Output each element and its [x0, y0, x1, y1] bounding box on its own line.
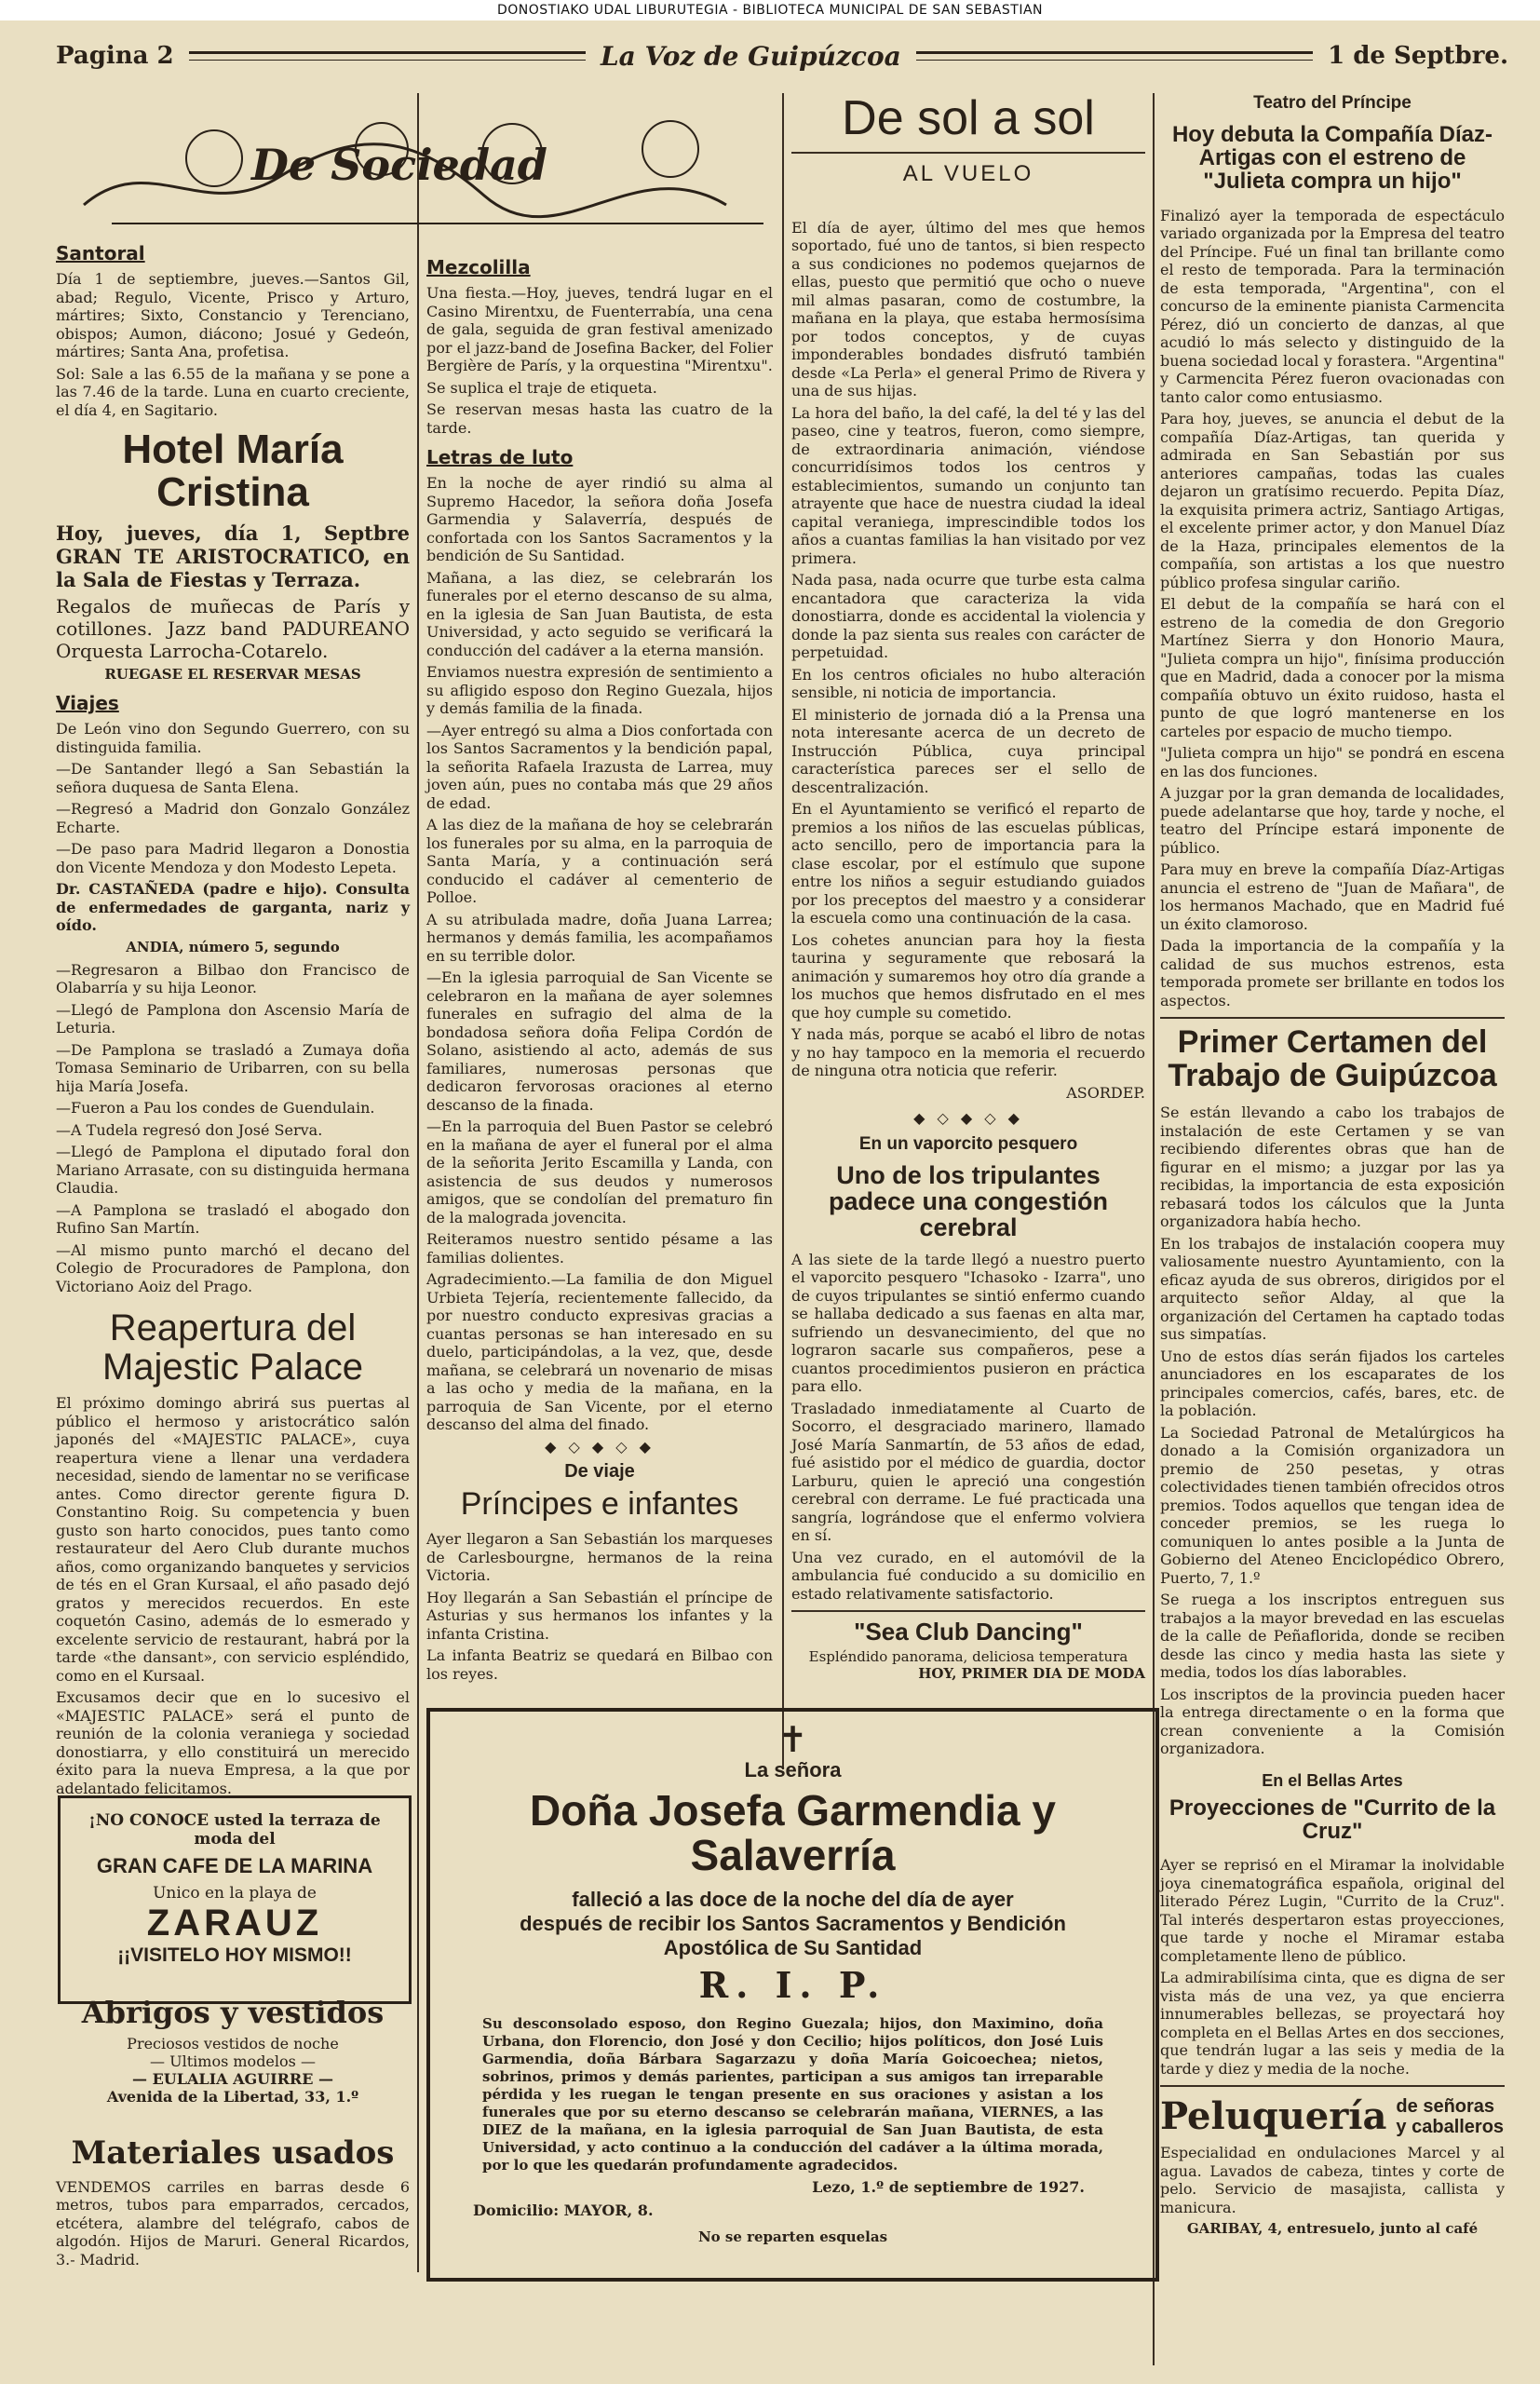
- column-rule-2: [782, 93, 784, 1769]
- esquela-line-3: Apostólica de Su Santidad: [663, 1935, 923, 1959]
- cafe-marina-ad: [58, 1795, 412, 2004]
- teatro-heading: Teatro del Príncipe: [1253, 93, 1412, 113]
- esquela-line-1: falleció a las doce de la noche del día de ayer: [572, 1887, 1014, 1911]
- certamen-paragraph: Se están llevando a cabo los trabajos de instalación de este Certamen y se van recibiendo diferentes obras que han de figurar en el mismo; a juzgar por las ya recibidas, la importancia de esta exposición rebasará todos los cálculos que la Junta organizadora había hecho.: [1160, 1104, 1505, 1231]
- luto-paragraph: Reiteramos nuestro sentido pésame a las familias dolientes.: [426, 1230, 773, 1266]
- esquela-note: No se reparten esquelas: [697, 2228, 888, 2245]
- desol-rule: [791, 152, 1145, 154]
- teatro-paragraph: Finalizó ayer la temporada de espectáculo variado organizada por la Empresa del teatro del Príncipe. Fué un final tan brillante como el resto de temporada. Para la terminación de esta temporada, "Argentina", con el concurso de la eminente pianista Carmencita Pérez, dió un concierto de danzas, al que acudió lo más selecto y distinguido de la buena sociedad local y forastera. "Argentina" y Carmencita Pérez fueron ovacionadas con tanto calor como entusiasmo.: [1160, 206, 1505, 406]
- desol-paragraph: Y nada más, porque se acabó el libro de notas y no hay tampoco en la memoria el recuerdo de ninguna otra noticia que referir.: [791, 1025, 1145, 1080]
- cafe-line-4: ZARAUZ: [146, 1903, 323, 1944]
- santoral-heading: Santoral: [56, 242, 145, 264]
- abrigos-line-2: — Ultimos modelos —: [150, 2052, 316, 2070]
- esquela-senora: La señora: [744, 1758, 842, 1781]
- viajes-heading: Viajes: [56, 692, 119, 715]
- cafe-line-2: GRAN CAFE DE LA MARINA: [96, 1854, 373, 1877]
- desol-paragraph: En los centros oficiales no hubo alteración sensible, ni noticia de importancia.: [791, 665, 1145, 702]
- esquela-domicilio: Domicilio: MAYOR, 8.: [473, 2201, 654, 2219]
- desol-paragraph: En el Ayuntamiento se verificó el reparto de premios a los niños de las escuelas públicas, acto sencillo, pero de importancia para la clase escolar, por el estímulo que supone entre los niños a seguir estudiando guiados por los preceptos del maestro y a considerar la escuela como una continuación de la casa.: [791, 800, 1145, 928]
- principes-text: Hoy llegarán a San Sebastián el príncipe de Asturias y sus hermanos los infantes y la infanta Cristina.: [426, 1588, 773, 1643]
- masthead-rule-left: [189, 51, 586, 61]
- materiales-title: Materiales usados: [71, 2134, 395, 2172]
- certamen-paragraph: Los inscriptos de la provincia pueden hacer la entrega directamente o en la forma que crean conveniente a la Comisión organizadora.: [1160, 1685, 1505, 1758]
- materiales-ad: [56, 2134, 410, 2272]
- peluqueria-header: [1160, 2094, 1505, 2138]
- column-rule-left-lower: [417, 1769, 419, 2272]
- luto-paragraph: A su atribulada madre, doña Juana Larrea; hermanos y demás familia, les acompañamos en su terrible dolor.: [426, 910, 773, 965]
- teatro-paragraph: "Julieta compra un hijo" se pondrá en escena en las dos funciones.: [1160, 744, 1505, 780]
- majestic-text: El próximo domingo abrirá sus puertas al público el hermoso y aristocrático salón japonés del «MAJESTIC PALACE», cuya reapertura viene a llenar una verdadera necesidad, siendo de lamentar no se verificase antes. Como director gerente figura D. Constantino Roig. Su competencia y buen gusto son harto conocidos, pues tanto como restaurateur del Aero Club durante muchos años, como organizando banquetes y servicios de tés en el Gran Kursaal, el año pasado dejó gratos y merecidos recuerdos. En este coquetón Casino, además de lo esmerado y excelente servicio de restaurant, habrá por la tarde «the dansant», con servicio espléndido, como en el Kursaal.: [56, 1394, 410, 1685]
- esquela-cross: ✝: [777, 1719, 808, 1760]
- hotel-title: Hotel María Cristina: [122, 427, 344, 516]
- sea-title: "Sea Club Dancing": [854, 1618, 1083, 1646]
- majestic-title-1: Reapertura del: [109, 1307, 357, 1349]
- desol-paragraph: Nada pasa, nada ocurre que turbe esta calma encantadora que caracteriza la vida donostiarra, donde es accidental la violencia y donde la paz sienta sus reales con carácter de perpetuidad.: [791, 571, 1145, 662]
- abrigos-title: Abrigos y vestidos: [81, 1995, 385, 2030]
- vapor-paragraph: Una vez curado, en el automóvil de la ambulancia fué conducido a su domicilio en estado relativamente satisfactorio.: [791, 1548, 1145, 1603]
- certamen-paragraph: Se ruega a los inscriptos entreguen sus trabajos a la mayor brevedad en las escuelas de la calle de Peñaflorida, donde se reciben desde las cinco y media hasta las siete y media, todos los días laborables.: [1160, 1591, 1505, 1682]
- teatro-paragraph: Para hoy, jueves, se anuncia el debut de la compañía Díaz-Artigas, tan querida y admirada en San Sebastián por sus anteriores campañas, todas las cuales dejaron un gratísimo recuerdo. Pepita Díaz, la exquisita primera actriz, Santiago Artigas, el excelente primer actor, y don Manuel Díaz de la Haza, principales elementos de la compañía, son artistas a los que nuestro público profesa singular cariño.: [1160, 410, 1505, 591]
- doctor-ad: Dr. CASTAÑEDA (padre e hijo). Consulta de enfermedades de garganta, nariz y oído.: [56, 880, 410, 935]
- sociedad-banner: [74, 93, 782, 233]
- teatro-paragraph: El debut de la compañía se hará con el estreno de la comedia de don Gregorio Martínez Sierra y don Honorio Maura, "Julieta compra un hijo", finísima producción que en Madrid, dada a conocer por la misma compañía obtuvo un éxito ruidoso, hasta el punto de que logró mantenerse en los carteles por espacio de mucho tiempo.: [1160, 595, 1505, 740]
- certamen-rule: [1160, 1017, 1505, 1019]
- viajes-item: —Al mismo punto marchó el decano del Colegio de Procuradores de Pamplona, don Victoriano Aoiz del Prago.: [56, 1240, 410, 1295]
- vapor-paragraph: A las siete de la tarde llegó a nuestro puerto el vaporcito pesquero "Ichasoko - Izarra", uno de cuyos tripulantes se sintió enfermo cuando se hallaba dedicado a sus faenas en alta mar, sufriendo un desvanecimiento, del que no lograron sacarle sus compañeros, pese a cuantos procedimientos pusieron en práctica para ello.: [791, 1250, 1145, 1396]
- teatro-title: Hoy debuta la Compañía Díaz-Artigas con el estreno de "Julieta compra un hijo": [1171, 122, 1493, 195]
- viajes-item: —Llegó de Pamplona don Ascensio María de Leturia.: [56, 1000, 410, 1037]
- ornament-divider: ◆ ◇ ◆ ◇ ◆: [545, 1437, 655, 1456]
- luto-paragraph: Enviamos nuestra expresión de sentimiento a su afligido esposo don Regino Guezala, hijos y demás familia de la finada.: [426, 663, 773, 717]
- viajes-item: De León vino don Segundo Guerrero, con su distinguida familia.: [56, 720, 410, 756]
- abrigos-ad: [56, 1995, 410, 2106]
- principes-title: Príncipes e infantes: [460, 1485, 739, 1522]
- cafe-line-5: ¡¡VISITELO HOY MISMO!!: [117, 1944, 352, 1966]
- luto-paragraph: Agradecimiento.—La familia de don Miguel Urbieta Tejería, recientemente fallecido, da por nuestro conducto expresivas gracias a cuantas personas se han interesado en su duelo, participándolas, a la vez, que, desde mañana, se celebrará un novenario de misas a las ocho y media de la mañana, en la parroquia de San Vicente, por el eterno descanso del alma del finado.: [426, 1270, 773, 1433]
- bellas-title: Proyecciones de "Currito de la Cruz": [1169, 1795, 1496, 1845]
- desol-paragraph: Los cohetes anuncian para hoy la fiesta taurina y seguramente que rebosará la animación y sumaremos hoy otro día grande a los muchos que hemos disfrutado en el mes que hoy cumple su cometido.: [791, 930, 1145, 1022]
- viajes-item: —De Pamplona se trasladó a Zumaya doña Tomasa Seminario de Uribarren, con su bella hija María Josefa.: [56, 1040, 410, 1095]
- cafe-line-1: ¡NO CONOCE usted la terraza de moda del: [88, 1811, 381, 1849]
- principes-text: Ayer llegaron a San Sebastián los marqueses de Carlesbourgne, hermanos de la reina Victoria.: [426, 1530, 773, 1585]
- column-3: [791, 93, 1145, 1682]
- vapor-paragraph: Trasladado inmediatamente al Cuarto de Socorro, el desgraciado marinero, llamado José María Sanmartín, de 53 años de edad, fué asistido por el médico de guardia, doctor Larburu, quien le apreció una congestión cerebral con derrame. Le fué practicada una sangría, lográndose que el enfermo volviera en sí.: [791, 1399, 1145, 1545]
- majestic-text-2: Excusamos decir que en lo sucesivo el «MAJESTIC PALACE» será el punto de reunión de la colonia veraniega y sociedad donostiarra, y ello constituirá un merecido éxito para la nueva Empresa, a la que por adelantado felicitamos.: [56, 1688, 410, 1797]
- luto-paragraph: En la noche de ayer rindió su alma al Supremo Hacedor, la señora doña Josefa Garmendia y Salaverría, después de confortada con los Santos Sacramentos y la bendición de Su Santidad.: [426, 474, 773, 564]
- ornament-divider: ◆ ◇ ◆ ◇ ◆: [913, 1108, 1023, 1127]
- esquela-rip: R. I. P.: [698, 1963, 887, 2006]
- luto-paragraph: —Ayer entregó su alma a Dios confortada con los Santos Sacramentos y la bendición papal, la señorita Rafaela Irazusta de Larrea, muy joven aún, pues no contaba más que 29 años de edad.: [426, 721, 773, 812]
- esquela-box: [426, 1708, 1159, 2282]
- library-bar: DONOSTIAKO UDAL LIBURUTEGIA - BIBLIOTECA MUNICIPAL DE SAN SEBASTIAN: [0, 0, 1540, 20]
- luto-paragraph: —En la iglesia parroquial de San Vicente se celebraron en la mañana de ayer solemnes funerales en sufragio del alma de la bondadosa señora doña Felipa Cordón de Solano, asistiendo al acto, además de sus familiares, numerosas personas que dedicaron fervorosas oraciones al eterno descanso de la finada.: [426, 968, 773, 1114]
- hotel-text-2: Regalos de muñecas de París y cotillones. Jazz band PADUREANO Orquesta Larrocha-Cotarelo.: [56, 595, 410, 663]
- desol-paragraph: El ministerio de jornada dió a la Prensa una nota interesante acerca de un decreto de Instrucción Pública, cuya principal característica pareces ser el sello de descentralización.: [791, 705, 1145, 796]
- esquela-line-2: después de recibir los Santos Sacramentos y Bendición: [520, 1911, 1066, 1935]
- vapor-title: Uno de los tripulantes padece una congestión cerebral: [828, 1160, 1109, 1242]
- desol-paragraph: La hora del baño, la del café, la del té y las del paseo, cine y teatros, fueron, como siempre, de extraordinaria animación, viéndose concurridísimos todos los centros y establecimientos, sumando un conjunto tan atrayente que hace de nuestra ciudad la ideal capital veraniega, imprescindible todos los años a cuantas familias la han visitado por vez primera.: [791, 403, 1145, 567]
- principes-text: La infanta Beatriz se quedará en Bilbao con los reyes.: [426, 1646, 773, 1683]
- sociedad-title: De Sociedad: [251, 140, 547, 190]
- desol-title: De sol a sol: [842, 91, 1095, 145]
- peluqueria-rule: [1160, 2085, 1505, 2087]
- santoral-text: Día 1 de septiembre, jueves.—Santos Gil, abad; Regulo, Vicente, Prisco y Arturo, mártires; Sixto, Constancio y Terenciano, obispos; Aumon, diácono; Josué y Gedeón, mártires; Santa Ana, profetisa.: [56, 270, 410, 360]
- peluqueria-text: Especialidad en ondulaciones Marcel y al agua. Lavados de cabeza, tintes y corte de pelo. Servicio de masajista, callista y manicura.: [1160, 2144, 1505, 2216]
- viajes-item: —De paso para Madrid llegaron a Donostia don Vicente Mendoza y don Modesto Lepeta.: [56, 840, 410, 876]
- sea-line-2: HOY, PRIMER DIA DE MODA: [918, 1665, 1145, 1683]
- esquela-place: Lezo, 1.º de septiembre de 1927.: [812, 2177, 1085, 2196]
- luto-paragraph: —En la parroquia del Buen Pastor se celebró en la mañana de ayer el funeral por el alma de la señorita Jerito Escamilla y Landa, con asistencia de sus deudos y numerosos amigos, que se condolían del prematuro fin de la malograda jovencita.: [426, 1118, 773, 1226]
- sea-line-1: Espléndido panorama, deliciosa temperatura: [808, 1648, 1128, 1666]
- majestic-title-2: Majestic Palace: [101, 1347, 364, 1388]
- certamen-paragraph: En los trabajos de instalación coopera muy valiosamente nuestro Ayuntamiento, con la eficaz ayuda de sus obreros, dirigidos por el arquitecto señor Alday, al que la organización del Certamen ha captado todas sus simpatías.: [1160, 1234, 1505, 1344]
- esquela-name: Doña Josefa Garmendia y Salaverría: [530, 1786, 1056, 1880]
- certamen-title: Primer Certamen del Trabajo de Guipúzcoa: [1168, 1024, 1497, 1093]
- mezcolilla-text: Una fiesta.—Hoy, jueves, tendrá lugar en el Casino Mirentxu, de Fuenterrabía, una cena de gala, seguida de gran festival amenizado por el jazz-band de Josefina Backer, del Folier Bergière de París, y la orquestina "Mirentxu".: [426, 284, 773, 374]
- abrigos-line-1: Preciosos vestidos de noche: [127, 2034, 339, 2052]
- certamen-paragraph: Uno de estos días serán fijados los carteles anunciadores en los escaparates de los principales comercios, cafés, bares, etc. de la población.: [1160, 1347, 1505, 1420]
- doctor-address: ANDIA, número 5, segundo: [126, 938, 340, 955]
- hotel-text: Hoy, jueves, día 1, Septbre GRAN TE ARISTOCRATICO, en la Sala de Fiestas y Terraza.: [56, 522, 410, 592]
- luto-paragraph: Mañana, a las diez, se celebrarán los funerales por el eterno descanso de su alma, en la iglesia de San Juan Bautista, de esta Universidad, y acto seguido se verificará la conducción del cadáver a la eterna mansión.: [426, 568, 773, 659]
- page-number: Pagina 2: [56, 42, 174, 70]
- abrigos-line-4: Avenida de la Libertad, 33, 1.º: [106, 2087, 359, 2106]
- teatro-paragraph: Para muy en breve la compañía Díaz-Artigas anuncia el estreno de "Juan de Mañara", de los hermanos Machado, que en Madrid fué un éxito clamoroso.: [1160, 860, 1505, 933]
- mezcolilla-text-3: Se reservan mesas hasta las cuatro de la tarde.: [426, 400, 773, 437]
- viajes-item: —De Santander llegó a San Sebastián la señora duquesa de Santa Elena.: [56, 760, 410, 796]
- viaje-heading: De viaje: [564, 1460, 635, 1482]
- vapor-heading: En un vaporcito pesquero: [858, 1133, 1078, 1154]
- cafe-line-3: Unico en la playa de: [153, 1884, 317, 1903]
- viajes-item: —Regresó a Madrid don Gonzalo González Echarte.: [56, 800, 410, 836]
- sea-rule: [791, 1610, 1145, 1612]
- peluqueria-title: Peluquería: [1160, 2094, 1387, 2139]
- bellas-paragraph: Ayer se reprisó en el Miramar la inolvidable joya cinematográfica española, original del literado Pérez Lugin, "Currito de la Cruz". Tal interés despertaron estas proyecciones, que tarde y noche el Miramar estaba completamente lleno de público.: [1160, 1856, 1505, 1965]
- peluqueria-address: GARIBAY, 4, entresuelo, junto al café: [1186, 2220, 1479, 2238]
- column-4: [1160, 93, 1505, 2237]
- desol-subtitle: AL VUELO: [902, 160, 1034, 186]
- viajes-item: —A Tudela regresó don José Serva.: [56, 1120, 323, 1139]
- viajes-item: —Fueron a Pau los condes de Guendulain.: [56, 1099, 375, 1118]
- bellas-paragraph: La admirabilísima cinta, que es digna de ser vista más de una vez, ya que encierra innumerables bellezas, se proyectará hoy completa en el Bellas Artes en dos secciones, que tendrán lugar a las seis y media de la tarde y diez y media de la noche.: [1160, 1969, 1505, 2078]
- desol-signature: ASORDEP.: [1066, 1083, 1145, 1102]
- newspaper-title: La Voz de Guipúzcoa: [600, 40, 901, 72]
- esquela-text: Su desconsolado esposo, don Regino Guezala; hijos, don Maximino, doña Urbana, don Florencio, don José y don Cecilio; hijos políticos, don José Luis Garmendia, doña Bárbara Sagarzazu y doña María Goicoechea; nietos, sobrinos, primos y demás parientes, participan a sus amigos tan irreparable pérdida y les ruegan le tengan presente en sus oraciones y asistan a los funerales que por su eterno descanso se celebrarán mañana, VIERNES, a las DIEZ de la mañana, en la iglesia parroquial de San Juan Bautista, de esta Universidad, y acto continuo a la conducción del cadáver a la última morada, por lo que les quedarán profundamente agradecidos.: [482, 2014, 1103, 2174]
- issue-date: 1 de Septbre.: [1328, 42, 1508, 70]
- luto-heading: Letras de luto: [426, 446, 574, 468]
- masthead-rule-right: [916, 51, 1313, 61]
- teatro-paragraph: A juzgar por la gran demanda de localidades, puede adelantarse que hoy, tarde y noche, el teatro del Príncipe estará imponente de público.: [1160, 784, 1505, 857]
- sol-text: Sol: Sale a las 6.55 de la mañana y se pone a las 7.46 de la tarde. Luna en cuarto creciente, el día 4, en Sagitario.: [56, 364, 410, 419]
- teatro-paragraph: Dada la importancia de la compañía y la calidad de sus muchos estrenos, esta temporada promete ser brillante en todos los aspectos.: [1160, 937, 1505, 1009]
- column-2: [426, 247, 773, 1686]
- hotel-note: RUEGASE EL RESERVAR MESAS: [104, 666, 361, 684]
- materiales-text: VENDEMOS carriles en barras desde 6 metros, tubos para emparrados, cercados, etcétera, alambre del telégrafo, cabos de algodón. Hijos de Maruri. General Ricardos, 3.- Madrid.: [56, 2177, 410, 2269]
- luto-paragraph: A las diez de la mañana de hoy se celebrarán los funerales por su alma, en la parroquia de Santa María, y a continuación será conducido el cadáver al cementerio de Polloe.: [426, 816, 773, 906]
- viajes-item: —Regresaron a Bilbao don Francisco de Olabarría y su hija Leonor.: [56, 960, 410, 997]
- viajes-item: —A Pamplona se trasladó el abogado don Rufino San Martín.: [56, 1200, 410, 1238]
- desol-paragraph: El día de ayer, último del mes que hemos soportado, fué uno de tantos, si bien respecto a sus condiciones no podemos quejarnos de ellas, puesto que permitió que ocho o nueve mil almas pasaran, como de costumbre, la mañana en la playa, que estaba hermosísima por todos conceptos, y de cuyas imponderables bondades disfrutó también desde «La Perla» el general Primo de Rivera y una de sus hijas.: [791, 218, 1145, 400]
- mezcolilla-heading: Mezcolilla: [426, 256, 531, 278]
- peluqueria-subtitle: de señoras y caballeros: [1396, 2095, 1505, 2137]
- viajes-item: —Llegó de Pamplona el diputado foral don Mariano Arrasate, con su distinguida hermana Claudia.: [56, 1143, 410, 1198]
- bellas-heading: En el Bellas Artes: [1262, 1770, 1403, 1790]
- abrigos-line-3: — EULALIA AGUIRRE —: [132, 2069, 333, 2088]
- masthead: [56, 37, 1508, 74]
- mezcolilla-text-2: Se suplica el traje de etiqueta.: [426, 378, 657, 397]
- certamen-paragraph: La Sociedad Patronal de Metalúrgicos ha donado a la Comisión organizadora un premio de 250 pesetas, y otras colectividades tienen también ofrecidos otros premios. Todos aquellos que tengan idea de conceder premios, se les ruega lo comuniquen lo antes posible a la Junta de Gobierno del Ateneo Enciclopédico Obrero, Puerto, 7, 1.º: [1160, 1423, 1505, 1587]
- column-rule-1: [417, 93, 419, 1769]
